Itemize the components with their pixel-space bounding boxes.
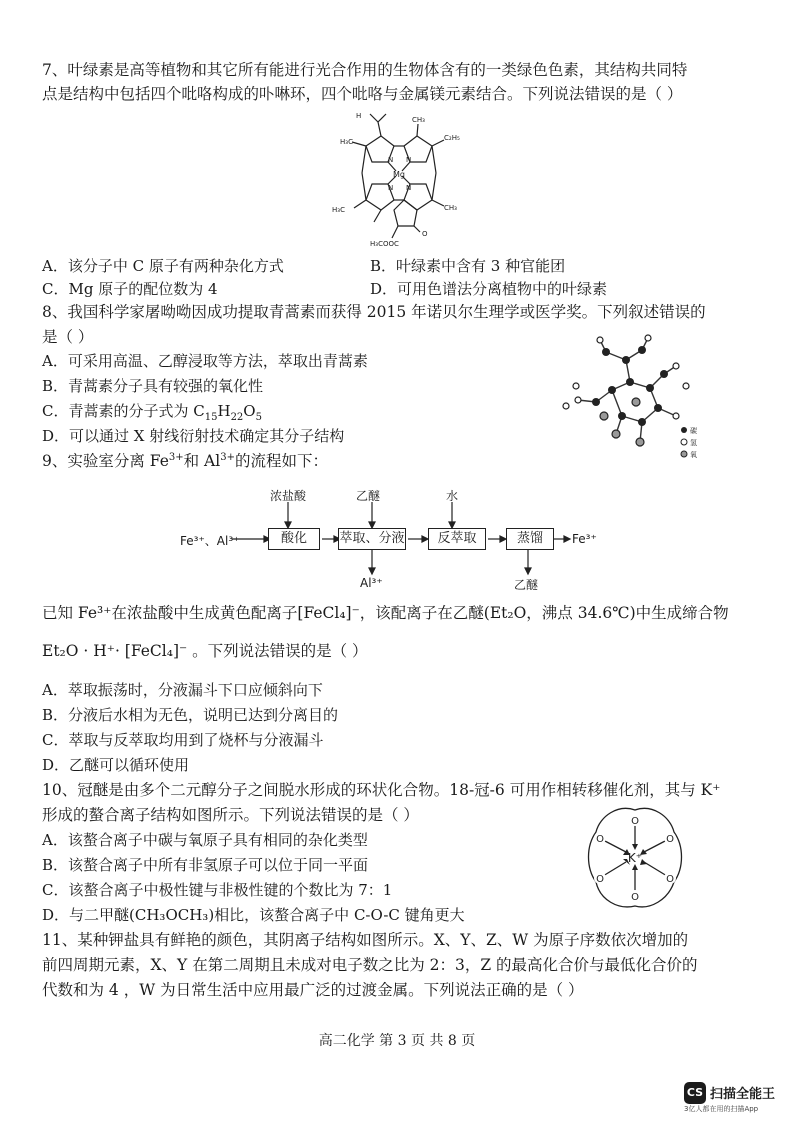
legend-carbon: 碳: [690, 427, 697, 435]
crown-o-4: O: [631, 892, 639, 903]
crown-o-3: O: [666, 874, 674, 885]
q9-stem-line1: 9、实验室分离 $Fe^{3+}$和 $Al^{3+}$的流程如下：: [42, 451, 328, 470]
q7-option-d: D．可用色谱法分离植物中的叶绿素: [370, 280, 608, 298]
q8-stem-line2: 是（ ）: [42, 328, 94, 346]
n-label-4: N: [406, 184, 412, 192]
q10-option-c: C．该螯合离子中极性键与非极性键的个数比为 7：1: [42, 881, 393, 899]
crown-ether-k-complex-figure: [578, 800, 692, 916]
ketone-o-label: O: [422, 230, 428, 238]
chlorophyll-structure-figure: [316, 106, 466, 252]
page-footer: 高二化学 第 3 页 共 8 页: [318, 1033, 476, 1049]
scanner-app-tagline: 3亿人都在用的扫描App: [684, 1105, 759, 1113]
n-label-3: N: [388, 184, 394, 192]
methyl-label-2: CH₃: [412, 116, 425, 124]
q9-option-c: C．萃取与反萃取均用到了烧杯与分液漏斗: [42, 731, 324, 749]
q7-stem-line1: 7、叶绿素是高等植物和其它所有能进行光合作用的生物体含有的一类绿色色素，其结构共同特: [42, 61, 688, 79]
q7-stem-line2: 点是结构中包括四个吡咯构成的卟啉环，四个吡咯与金属镁元素结合。下列说法错误的是（ ）: [42, 85, 683, 103]
legend-oxygen: 氧: [690, 451, 697, 459]
q11-stem-line3: 代数和为 4 ，W 为日常生活中应用最广泛的过渡金属。下列说法正确的是（ ）: [42, 981, 584, 999]
reagent-ether: 乙醚: [356, 489, 381, 503]
q10-stem-line2: 形成的螯合离子结构如图所示。下列说法错误的是（ ）: [42, 806, 419, 824]
q8-option-d: D．可以通过 X 射线衍射技术确定其分子结构: [42, 427, 345, 445]
q11-stem-line2: 前四周期元素，X、Y 在第二周期且未成对电子数之比为 2：3，Z 的最高化合价与最低化合价的: [42, 956, 698, 974]
q10-stem-line1: 10、冠醚是由多个二元醇分子之间脱水形成的环状化合物。18-冠-6 可用作相转移催化剂，其与 K⁺: [42, 781, 721, 799]
q8-option-b: B．青蒿素分子具有较强的氧化性: [42, 377, 264, 395]
q7-option-a: A．该分子中 C 原子有两种杂化方式: [42, 257, 284, 275]
scanner-app-name: 扫描全能王: [710, 1087, 776, 1102]
q8-option-a: A．可采用高温、乙醇浸取等方法，萃取出青蒿素: [42, 352, 368, 370]
q7-option-c: C．Mg 原子的配位数为 4: [42, 280, 218, 298]
output-fe: Fe³⁺: [572, 532, 597, 546]
mg-label: Mg: [393, 170, 405, 179]
ester-label: H₃COOC: [370, 240, 399, 248]
q8-option-c: C．青蒿素的分子式为 $C_{15}H_{22}O_5$: [42, 402, 262, 423]
output-al: Al³⁺: [360, 576, 383, 590]
camscanner-logo-icon: CS: [684, 1082, 706, 1104]
crown-o-5: O: [596, 874, 604, 885]
flow-input-label: Fe³⁺、Al³⁺: [180, 534, 240, 548]
crown-o-6: O: [596, 834, 604, 845]
q10-option-a: A．该螯合离子中碳与氧原子具有相同的杂化类型: [42, 831, 368, 849]
flow-step-back-extract: 反萃取: [428, 528, 486, 550]
flow-step-extract: 萃取、分液: [338, 528, 406, 550]
q10-option-d: D．与二甲醚(CH₃OCH₃)相比，该螯合离子中 C-O-C 键角更大: [42, 906, 465, 924]
k-ion-label: K⁺: [627, 851, 643, 865]
q9-option-a: A．萃取振荡时，分液漏斗下口应倾斜向下: [42, 681, 323, 699]
q11-stem-line1: 11、某种钾盐具有鲜艳的颜色，其阴离子结构如图所示。X、Y、Z、W 为原子序数依次增加的: [42, 931, 689, 949]
n-label-2: N: [406, 156, 412, 164]
q9-option-d: D．乙醚可以循环使用: [42, 756, 190, 774]
flow-step-acidify: 酸化: [268, 528, 320, 550]
svg-text:H: H: [356, 112, 362, 120]
n-label-1: N: [388, 156, 394, 164]
crown-o-2: O: [666, 834, 674, 845]
methyl-label-1: H₃C: [340, 138, 353, 146]
q7-option-b: B．叶绿素中含有 3 种官能团: [370, 257, 566, 275]
q9-stem-line3: Et₂O · H⁺· [FeCl₄]⁻ 。下列说法错误的是（ ）: [42, 642, 368, 660]
q9-option-b: B．分液后水相为无色，说明已达到分离目的: [42, 706, 339, 724]
q9-stem-line2: 已知 Fe³⁺在浓盐酸中生成黄色配离子[FeCl₄]⁻，该配离子在乙醚(Et₂O，沸点 34.6℃)中生成缔合物: [42, 604, 729, 622]
reagent-conc-hcl: 浓盐酸: [270, 489, 307, 503]
legend-hydrogen: 氢: [690, 439, 697, 447]
scanner-app-badge: [684, 1080, 786, 1116]
ethyl-label: C₂H₅: [444, 134, 460, 142]
reagent-water: 水: [446, 489, 459, 503]
crown-o-1: O: [631, 816, 639, 827]
q10-option-b: B．该螯合离子中所有非氢原子可以位于同一平面: [42, 856, 369, 874]
flow-step-distill: 蒸馏: [506, 528, 554, 550]
q8-stem-line1: 8、我国科学家屠呦呦因成功提取青蒿素而获得 2015 年诺贝尔生理学或医学奖。下列叙述错误的: [42, 303, 706, 321]
artemisinin-ball-and-stick-model: [546, 330, 706, 460]
output-ether: 乙醚: [514, 578, 539, 592]
methyl-label-4: H₃C: [332, 206, 345, 214]
methyl-label-3: CH₃: [444, 204, 457, 212]
